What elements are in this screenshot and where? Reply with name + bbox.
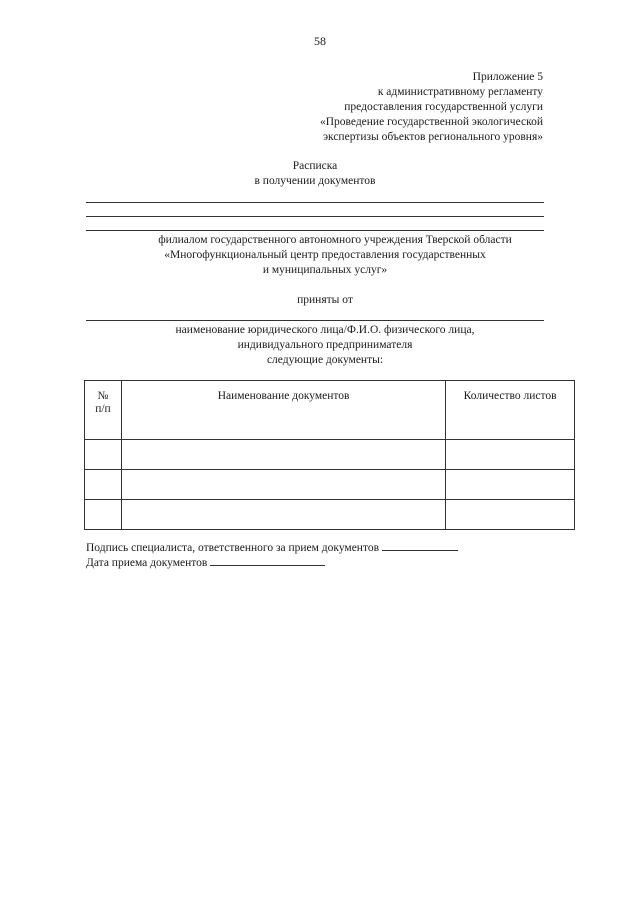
table-row	[85, 440, 575, 470]
date-blank	[210, 555, 325, 566]
fill-line	[86, 202, 544, 203]
column-header-label: № п/п	[95, 390, 111, 415]
documents-table	[84, 380, 575, 530]
table-row	[85, 500, 575, 530]
table-cell	[85, 470, 122, 500]
issuer-line: филиалом государственного автономного учреждения Тверской области	[158, 234, 512, 246]
accepted-from-label: приняты от	[297, 294, 353, 306]
table-cell	[446, 440, 575, 470]
table-cell	[85, 500, 122, 530]
table-row	[85, 470, 575, 500]
appendix-line: предоставления государственной услуги	[344, 101, 543, 113]
fill-line	[86, 230, 544, 231]
applicant-caption-line: индивидуального предпринимателя	[237, 339, 413, 351]
applicant-caption-line: наименование юридического лица/Ф.И.О. физического лица,	[175, 324, 475, 336]
fill-line	[86, 320, 544, 321]
appendix-line: к административному регламенту	[377, 86, 543, 98]
receipt-subtitle: в получении документов	[254, 175, 376, 187]
receipt-date-line	[86, 555, 325, 571]
column-header-name: Наименование документов	[121, 381, 445, 440]
appendix-line: «Проведение государственной экологической	[319, 116, 543, 128]
receipt-title: Расписка	[292, 160, 338, 172]
table-cell	[85, 440, 122, 470]
table-cell	[446, 470, 575, 500]
appendix-line: экспертизы объектов регионального уровня»	[323, 131, 543, 143]
page-number: 58	[314, 34, 326, 48]
table-cell	[121, 470, 445, 500]
column-header-sheets: Количество листов	[446, 381, 575, 440]
table-cell	[121, 500, 445, 530]
signature-blank	[382, 540, 458, 551]
table-header-row	[85, 381, 575, 440]
specialist-signature-label: Подпись специалиста, ответственного за прием документов	[86, 542, 380, 554]
fill-line	[86, 216, 544, 217]
specialist-signature-line	[86, 540, 458, 556]
issuer-line: и муниципальных услуг»	[262, 264, 388, 276]
table-cell	[446, 500, 575, 530]
applicant-caption-line: следующие документы:	[266, 354, 384, 366]
appendix-line: Приложение 5	[472, 71, 543, 83]
issuer-line: «Многофункциональный центр предоставления государственных	[164, 249, 486, 261]
receipt-date-label: Дата приема документов	[86, 557, 208, 569]
table-cell	[121, 440, 445, 470]
column-header-number	[85, 381, 122, 440]
